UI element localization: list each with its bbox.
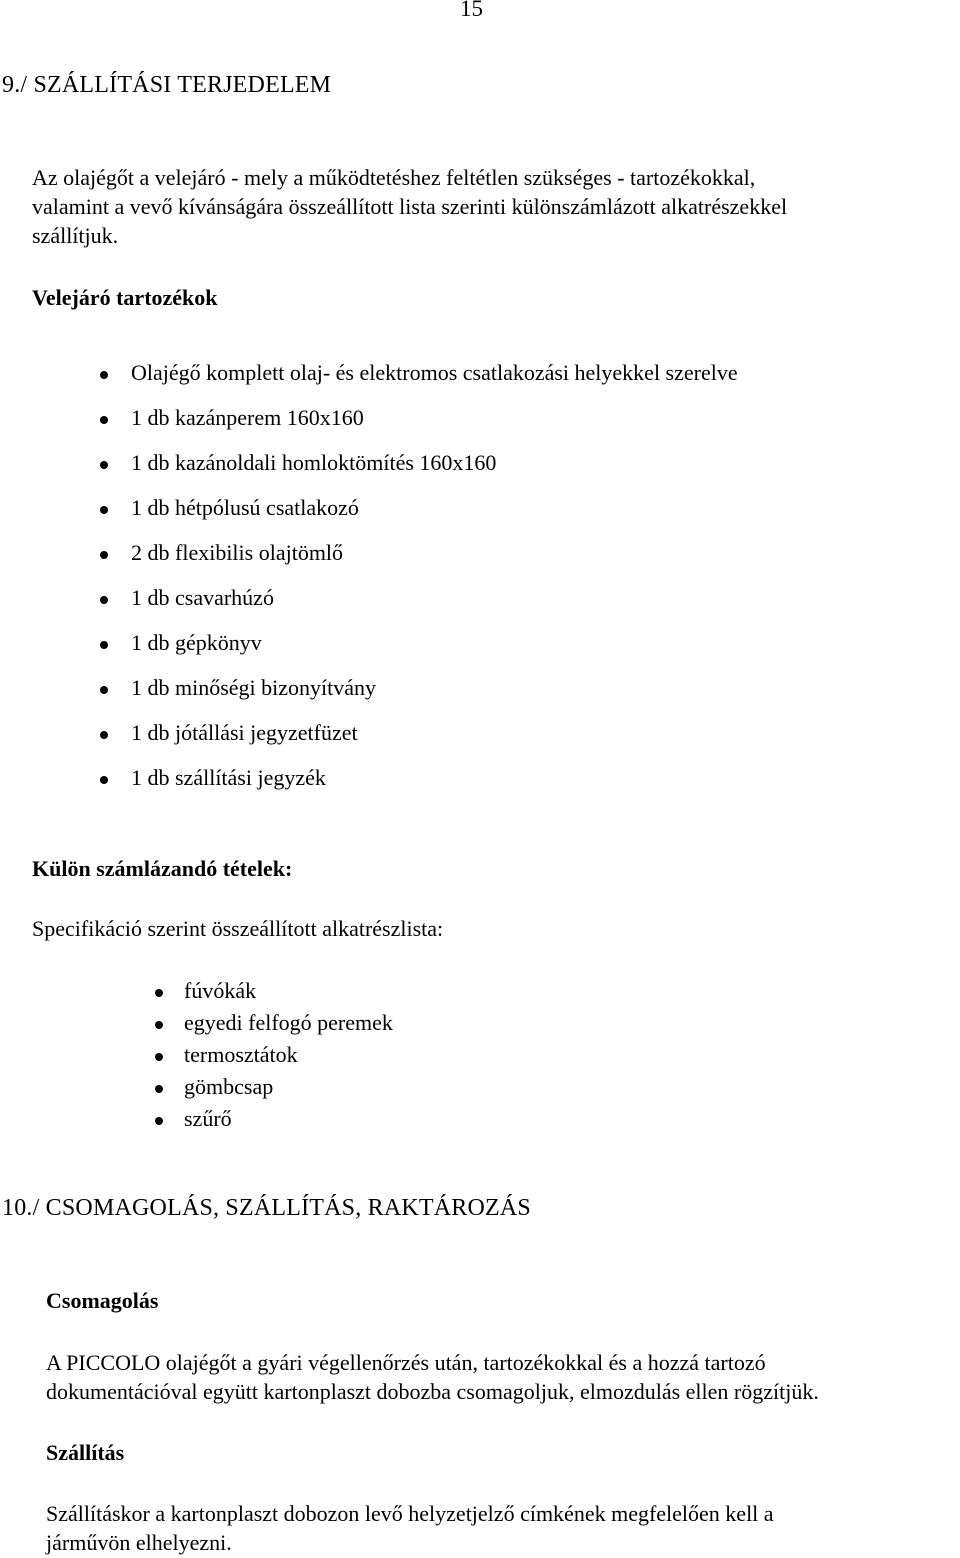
packaging-line-2: dokumentációval együtt kartonplaszt dobozba csomagoljuk, elmozdulás ellen rögzítjük. bbox=[46, 1379, 819, 1404]
list-item-text: 1 db jótállási jegyzetfüzet bbox=[131, 720, 358, 745]
parts-list-intro: Specifikáció szerint összeállított alkatrészlista: bbox=[32, 916, 444, 941]
list-item-text: 1 db minőségi bizonyítvány bbox=[131, 675, 377, 700]
bullet-icon bbox=[155, 1053, 163, 1061]
list-item-text: gömbcsap bbox=[184, 1074, 274, 1099]
bullet-icon bbox=[100, 686, 108, 694]
list-item-text: 1 db csavarhúzó bbox=[131, 585, 274, 610]
bullet-icon bbox=[100, 506, 108, 514]
list-item-text: 1 db szállítási jegyzék bbox=[131, 765, 326, 790]
list-item-text: termosztátok bbox=[184, 1042, 298, 1067]
bullet-icon bbox=[100, 371, 108, 379]
bullet-icon bbox=[155, 1085, 163, 1093]
intro-line-2: valamint a vevő kívánságára összeállított lista szerinti különszámlázott alkatrészekkel bbox=[32, 194, 788, 219]
accessories-heading: Velejáró tartozékok bbox=[32, 285, 218, 310]
packaging-line-1: A PICCOLO olajégőt a gyári végellenőrzés után, tartozékokkal és a hozzá tartozó bbox=[46, 1350, 766, 1375]
packaging-heading: Csomagolás bbox=[46, 1288, 159, 1313]
list-item-text: 2 db flexibilis olajtömlő bbox=[131, 540, 344, 565]
bullet-icon bbox=[100, 731, 108, 739]
intro-line-3: szállítjuk. bbox=[32, 223, 119, 248]
intro-line-1: Az olajégőt a velejáró - mely a működtetéshez feltétlen szükséges - tartozékokkal, bbox=[32, 165, 756, 190]
list-item-text: 1 db kazánoldali homloktömítés 160x160 bbox=[131, 450, 497, 475]
transport-line-1: Szállításkor a kartonplaszt dobozon levő helyzetjelző címkének megfelelően kell a bbox=[46, 1501, 774, 1526]
bullet-icon bbox=[100, 461, 108, 469]
list-item-text: 1 db kazánperem 160x160 bbox=[131, 405, 364, 430]
section-10-heading: 10./ CSOMAGOLÁS, SZÁLLÍTÁS, RAKTÁROZÁS bbox=[2, 1195, 531, 1221]
bullet-icon bbox=[155, 1117, 163, 1125]
separately-billed-heading: Külön számlázandó tételek: bbox=[32, 856, 293, 881]
section-9-heading: 9./ SZÁLLÍTÁSI TERJEDELEM bbox=[2, 72, 332, 98]
bullet-icon bbox=[100, 776, 108, 784]
transport-line-2: járművön elhelyezni. bbox=[46, 1530, 232, 1555]
list-item-text: 1 db hétpólusú csatlakozó bbox=[131, 495, 359, 520]
list-item-text: egyedi felfogó peremek bbox=[184, 1010, 393, 1035]
bullet-icon bbox=[100, 551, 108, 559]
bullet-icon bbox=[100, 596, 108, 604]
bullet-icon bbox=[155, 1021, 163, 1029]
page-number: 15 bbox=[460, 0, 483, 21]
bullet-icon bbox=[155, 989, 163, 997]
list-item-text: Olajégő komplett olaj- és elektromos csatlakozási helyekkel szerelve bbox=[131, 360, 738, 385]
list-item-text: 1 db gépkönyv bbox=[131, 630, 262, 655]
list-item-text: fúvókák bbox=[184, 978, 257, 1003]
bullet-icon bbox=[100, 641, 108, 649]
list-item-text: szűrő bbox=[184, 1106, 232, 1131]
bullet-icon bbox=[100, 416, 108, 424]
transport-heading: Szállítás bbox=[46, 1440, 125, 1465]
